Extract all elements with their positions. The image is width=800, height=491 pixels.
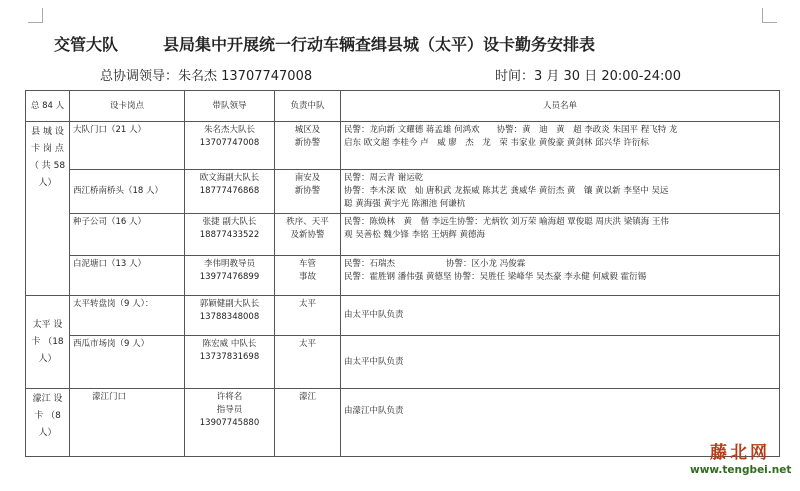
checkpoint-cell: 濛江门口 xyxy=(70,389,185,457)
site-watermark xyxy=(690,438,790,476)
header-personnel: 人员名单 xyxy=(341,91,780,122)
table-row xyxy=(26,170,780,214)
leader-cell xyxy=(185,256,275,296)
leader-cell xyxy=(185,296,275,336)
unit-cell xyxy=(275,256,341,296)
leader-name: 朱名杰大队长 xyxy=(203,125,255,135)
leader-cell xyxy=(185,122,275,170)
personnel-line: 民警：陈焕林 黄 偕 李远生协警：尤炳钦 刘万荣 喻海超 覃俊聪 周庆洪 梁镇海 王伟 xyxy=(344,217,669,227)
unit-cell: 太平 xyxy=(275,336,341,389)
unit-line: 城区及 xyxy=(294,125,321,135)
leader-title: 指导员 xyxy=(216,405,243,415)
group-label: 濛江 设卡 （8 人） xyxy=(32,394,63,438)
table-row xyxy=(26,122,780,170)
leader-phone: 18877433522 xyxy=(199,230,260,240)
personnel-cell: 由濛江中队负责 xyxy=(341,389,780,457)
header-unit: 负责中队 xyxy=(275,91,341,122)
personnel-line: 协警：李木深 欧 灿 唐积武 龙振威 陈其艺 龚威华 黄衍杰 黄 镶 黄以新 李坚中 吴远 xyxy=(344,186,669,196)
table-header-row xyxy=(26,91,780,122)
leader-phone: 13977476899 xyxy=(199,272,260,282)
group-taiping xyxy=(26,296,70,389)
checkpoint-cell: 白泥塘口（13 人） xyxy=(70,256,185,296)
table-row xyxy=(26,256,780,296)
group-county xyxy=(26,122,70,296)
leader-name: 欧文海副大队长 xyxy=(199,173,260,183)
unit-line: 秩序、天平 xyxy=(286,217,329,227)
unit-line: 及新协警 xyxy=(290,230,325,240)
title-org: 交管大队 xyxy=(54,35,119,54)
leader-name: 郭颖健副大队长 xyxy=(199,299,260,309)
duty-table xyxy=(25,90,780,457)
leader-cell xyxy=(185,336,275,389)
checkpoint-cell: 大队门口（21 人） xyxy=(70,122,185,170)
leader-phone: 18777476868 xyxy=(199,186,260,196)
group-mengjiang xyxy=(26,389,70,457)
checkpoint-cell: 西江桥南桥头（18 人） xyxy=(70,170,185,214)
leader-phone: 13907745880 xyxy=(199,418,260,428)
page-corner-mark xyxy=(762,8,777,23)
personnel-line: 民警：霍胜钢 潘伟强 黄德坚 协警：吴胜任 梁峰华 吴杰豪 李永健 何威毅 霍衍锡 xyxy=(344,272,647,282)
personnel-cell xyxy=(341,214,780,256)
leader-phone: 13707747008 xyxy=(199,138,260,148)
unit-cell: 太平 xyxy=(275,296,341,336)
table-row xyxy=(26,336,780,389)
watermark-name: 藤北网 xyxy=(710,443,770,463)
personnel-cell xyxy=(341,122,780,170)
header-leader: 带队领导 xyxy=(185,91,275,122)
table-row xyxy=(26,296,780,336)
coordinator-line: 总协调领导：朱名杰 13707747008 xyxy=(100,69,313,84)
personnel-cell: 由太平中队负责 xyxy=(341,296,780,336)
time-line: 时间：3 月 30 日 20:00-24:00 xyxy=(495,69,681,84)
personnel-line: 启东 欧文超 李桂今 卢 威 廖 杰 龙 荣 韦家业 黄俊豪 黄剑林 邱兴华 许衍标 xyxy=(344,138,649,148)
personnel-line: 聪 黄海强 黄宇光 陈湘池 何谦杭 xyxy=(344,199,466,209)
leader-name: 许将名 xyxy=(216,392,243,402)
checkpoint-cell: 西瓜市场岗（9 人） xyxy=(70,336,185,389)
personnel-cell xyxy=(341,256,780,296)
unit-line: 车管 xyxy=(298,259,316,269)
header-checkpoint: 设卡岗点 xyxy=(70,91,185,122)
personnel-line: 民警：龙向新 文耀德 蒋孟雄 何鸿欢 协警：黄 迪 黄 超 李政炎 朱国平 程飞特 龙 xyxy=(344,125,678,135)
checkpoint-cell: 太平转盘岗（9 人）： xyxy=(70,296,185,336)
page-corner-mark xyxy=(28,8,43,23)
leader-cell xyxy=(185,214,275,256)
leader-name: 李伟明教导员 xyxy=(203,259,255,269)
unit-cell xyxy=(275,170,341,214)
table-row xyxy=(26,389,780,457)
personnel-cell: 由太平中队负责 xyxy=(341,336,780,389)
unit-cell xyxy=(275,214,341,256)
watermark-url: www.tengbei.net xyxy=(690,464,792,476)
header-total: 总 84 人 xyxy=(26,91,70,122)
personnel-line: 民警：石瑞杰 协警：区小龙 冯俊霖 xyxy=(344,259,526,269)
leader-phone: 13788348008 xyxy=(199,312,260,322)
title-main: 县局集中开展统一行动车辆查缉县城（太平）设卡勤务安排表 xyxy=(163,35,596,54)
leader-name: 张捷 副大队长 xyxy=(202,217,257,227)
personnel-cell xyxy=(341,170,780,214)
checkpoint-cell: 种子公司（16 人） xyxy=(70,214,185,256)
unit-cell xyxy=(275,122,341,170)
leader-phone: 13737831698 xyxy=(199,352,260,362)
leader-cell xyxy=(185,170,275,214)
group-label: 县 城 设 卡 岗 点 （ 共 58 人） xyxy=(29,127,66,188)
unit-line: 新协警 xyxy=(294,138,321,148)
unit-line: 新协警 xyxy=(294,186,321,196)
unit-line: 南安及 xyxy=(294,173,321,183)
table-row xyxy=(26,214,780,256)
unit-line: 事故 xyxy=(298,272,316,282)
leader-cell xyxy=(185,389,275,457)
group-label: 太平 设卡 （18 人） xyxy=(31,319,64,364)
unit-cell: 濛江 xyxy=(275,389,341,457)
leader-name: 陈宏威 中队长 xyxy=(202,339,257,349)
personnel-line: 观 吴善松 魏少锋 李铭 王炳辉 黄德海 xyxy=(344,230,486,240)
personnel-line: 民警：周云青 谢运乾 xyxy=(344,173,424,183)
